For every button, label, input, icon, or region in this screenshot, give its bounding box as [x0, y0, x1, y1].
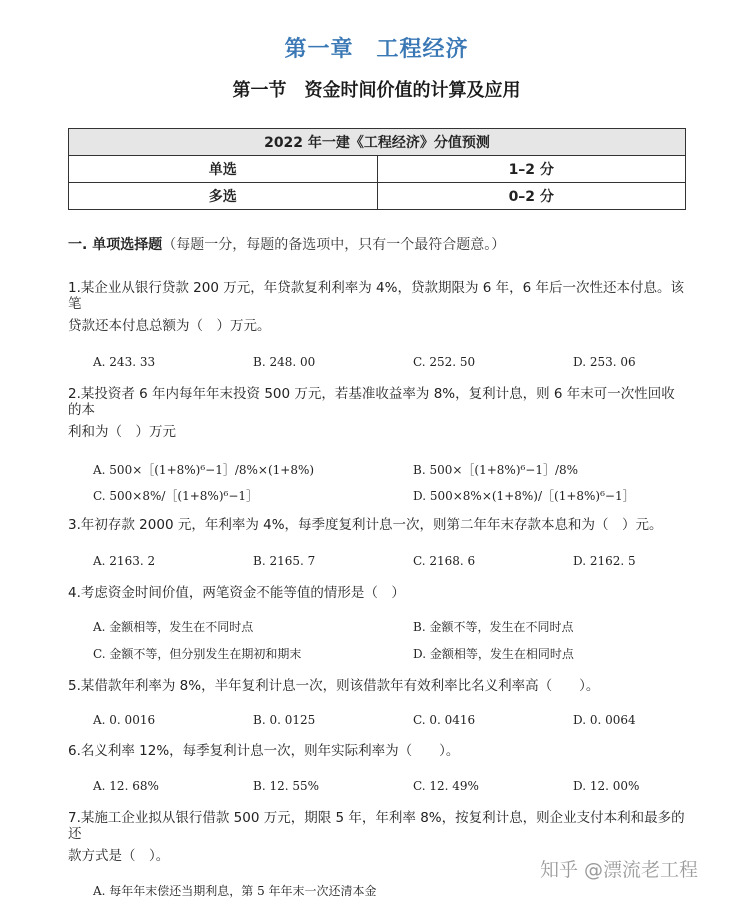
watermark: 知乎 @漂流老工程	[540, 859, 699, 881]
option-b: B. 2165. 7	[253, 554, 316, 568]
question-type-cell: 多选	[69, 183, 378, 210]
question-3	[68, 517, 688, 533]
question-text: 7.某施工企业拟从银行借款 500 万元，期限 5 年，年利率 8%，按复利计息，则企业支付本利和最多的还	[68, 810, 685, 842]
question-text: 4.考虑资金时间价值，两笔资金不能等值的情形是（ ）	[68, 585, 405, 601]
option-b: B. 500×［(1+8%)⁶−1］/8%	[413, 463, 579, 477]
table-header: 2022 年一建《工程经济》分值预测	[69, 129, 686, 156]
question-6	[68, 743, 688, 759]
option-c: C. 12. 49%	[413, 779, 479, 793]
question-text-continued: 利和为（ ）万元	[68, 424, 176, 440]
option-a: A. 金额相等，发生在不同时点	[93, 620, 254, 634]
option-d: D. 2162. 5	[573, 554, 636, 568]
option-b: B. 12. 55%	[253, 779, 320, 793]
option-b: B. 248. 00	[253, 355, 316, 369]
option-d: D. 253. 06	[573, 355, 636, 369]
option-b: B. 0. 0125	[253, 713, 316, 727]
question-4	[68, 585, 688, 601]
part-heading	[68, 234, 505, 254]
question-text-continued: 贷款还本付息总额为（ ）万元。	[68, 318, 271, 334]
option-a: A. 243. 33	[93, 355, 156, 369]
table-header-row	[69, 129, 686, 156]
option-a: A. 12. 68%	[93, 779, 159, 793]
question-type-cell: 单选	[69, 156, 378, 183]
chapter-title: 第一章 工程经济	[284, 37, 469, 62]
question-text: 6.名义利率 12%，每季复利计息一次，则年实际利率为（ ）。	[68, 743, 460, 759]
option-c: C. 252. 50	[413, 355, 476, 369]
question-text-continued: 款方式是（ ）。	[68, 848, 170, 864]
question-1	[68, 280, 688, 334]
question-text: 3.年初存款 2000 元，年利率为 4%，每季度复利计息一次，则第二年年末存款本息和为（ ）元。	[68, 517, 663, 533]
question-5	[68, 678, 688, 694]
option-c: C. 500×8%/［(1+8%)⁶−1］	[93, 489, 259, 503]
option-a: A. 2163. 2	[93, 554, 156, 568]
option-c: C. 金额不等，但分别发生在期初和期末	[93, 647, 302, 661]
option-d: D. 0. 0064	[573, 713, 636, 727]
table-row	[69, 183, 686, 210]
question-text: 5.某借款年利率为 8%，半年复利计息一次，则该借款年有效利率比名义利率高（ ）。	[68, 678, 600, 694]
option-c: C. 0. 0416	[413, 713, 476, 727]
option-d: D. 12. 00%	[573, 779, 640, 793]
option-b: B. 金额不等，发生在不同时点	[413, 620, 574, 634]
table-row	[69, 156, 686, 183]
score-cell: 0–2 分	[377, 183, 686, 210]
option-d: D. 金额相等，发生在相同时点	[413, 647, 574, 661]
section-title: 第一节 资金时间价值的计算及应用	[232, 80, 521, 101]
option-a: A. 500×［(1+8%)⁶−1］/8%×(1+8%)	[93, 463, 315, 477]
part-note: （每题一分，每题的备选项中，只有一个最符合题意。）	[162, 237, 506, 253]
question-7	[68, 810, 688, 864]
option-a: A. 每年年末偿还当期利息，第 5 年年末一次还清本金	[93, 884, 377, 898]
question-2	[68, 386, 688, 440]
score-prediction-table	[68, 128, 686, 210]
part-title: 一. 单项选择题	[68, 237, 163, 253]
option-d: D. 500×8%×(1+8%)/［(1+8%)⁶−1］	[413, 489, 635, 503]
score-cell: 1–2 分	[377, 156, 686, 183]
option-a: A. 0. 0016	[93, 713, 156, 727]
option-c: C. 2168. 6	[413, 554, 476, 568]
question-text: 1.某企业从银行贷款 200 万元，年贷款复利利率为 4%，贷款期限为 6 年，6 年后一次性还本付息。该笔	[68, 280, 684, 312]
question-text: 2.某投资者 6 年内每年年末投资 500 万元，若基准收益率为 8%，复利计息，则 6 年末可一次性回收的本	[68, 386, 675, 418]
